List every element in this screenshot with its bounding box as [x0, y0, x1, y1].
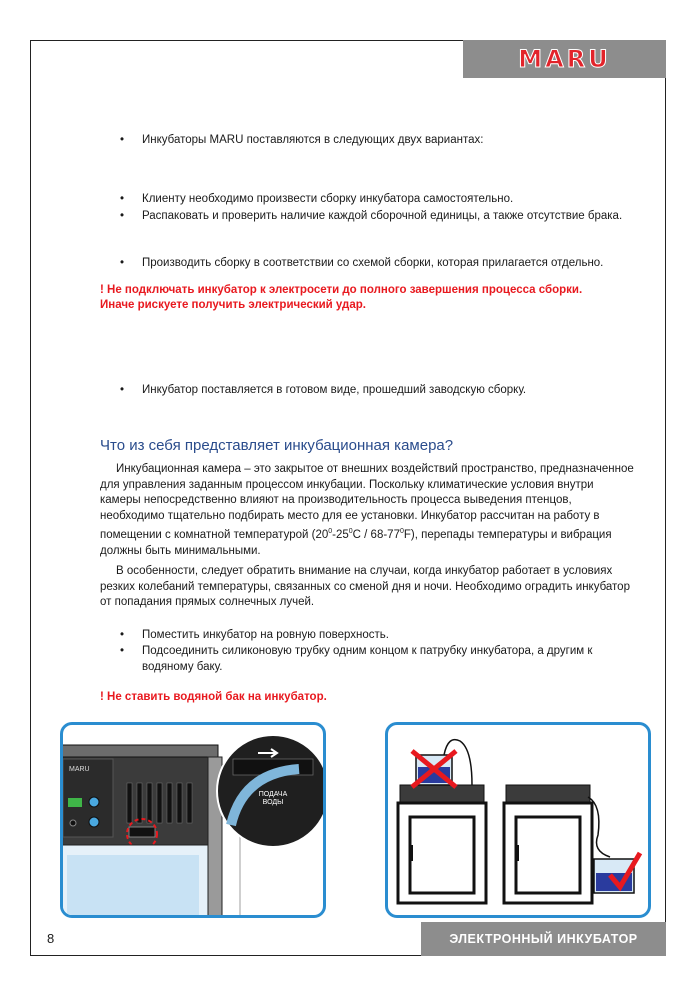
bullet-dot: •	[120, 257, 125, 269]
control-knob-icon	[89, 817, 99, 827]
display-indicator	[68, 798, 82, 807]
para1-part-d: F), перепады температуры и вибрация должны быть минимальными.	[100, 529, 612, 557]
para1-part-b: -25	[332, 529, 349, 542]
header-logo-bar	[463, 40, 666, 78]
page-number: 8	[47, 931, 55, 946]
tank-placement-illustration	[388, 725, 648, 915]
degree-sup: 0	[328, 528, 333, 536]
bullet-dot: •	[120, 210, 125, 222]
water-inlet	[129, 827, 155, 837]
water-tank-placement-figure	[385, 722, 651, 918]
water-tank-warning: ! Не ставить водяной бак на инкубатор.	[100, 691, 327, 703]
bullet-text: Инкубатор поставляется в готовом виде, прошедший заводскую сборку.	[142, 384, 527, 396]
footer-title-bar	[421, 922, 666, 956]
vent-slots	[127, 783, 192, 823]
para1-part-c: C / 68-77	[352, 529, 400, 542]
section-heading: Что из себя представляет инкубационная камера?	[100, 437, 454, 454]
assembly-warning-line2: Иначе рискуете получить электрический удар.	[100, 299, 366, 311]
bullet-text: Поместить инкубатор на ровную поверхность.	[142, 629, 389, 641]
footer-title: ЭЛЕКТРОННЫЙ ИНКУБАТОР	[449, 932, 638, 946]
paragraph-2: В особенности, следует обратить внимание на случаи, когда инкубатор работает в условиях резких колебаний температуры, связанных со сменой дня и ночи. Необходимо оградить инкубатор от попадания прямых солнечных лучей.	[100, 565, 630, 609]
figure-brand-label: MARU	[69, 766, 90, 773]
intro-bullet-text: Инкубаторы MARU поставляются в следующих двух вариантах:	[142, 134, 484, 146]
bullet-text: Распаковать и проверить наличие каждой сборочной единицы, а также отсутствие брака.	[142, 210, 623, 222]
bullet-text: Производить сборку в соответствии со схемой сборки, которая прилагается отдельно.	[142, 257, 604, 269]
degree-sup: 0	[399, 528, 404, 536]
control-knob-icon	[89, 797, 99, 807]
bullet-dot: •	[120, 193, 125, 205]
bullet-text: Подсоединить силиконовую трубку одним концом к патрубку инкубатора, а другим к водяному баку.	[142, 645, 593, 673]
bullet-text: Клиенту необходимо произвести сборку инкубатора самостоятельно.	[142, 193, 514, 205]
water-inlet-figure	[60, 722, 326, 918]
bullet-dot: •	[120, 629, 125, 641]
bullet-dot: •	[120, 645, 125, 657]
para1-part-a: Инкубационная камера – это закрытое от внешних воздействий пространство, предназначенное для управления заданным процессом инкубации. Поскольку климатические условия внутри камеры непосредственно влияют на производительность процесса выведения птенцов, необходимо тщательно подбирать место для ее установки. Инкубатор рассчитан на работу в помещении с комнатной температурой (20	[100, 463, 634, 542]
bullet-dot: •	[120, 134, 125, 146]
assembly-warning-line1: ! Не подключать инкубатор к электросети до полного завершения процесса сборки.	[100, 284, 583, 296]
degree-sup: 0	[348, 528, 353, 536]
paragraph-1	[100, 462, 636, 559]
bullet-dot: •	[120, 384, 125, 396]
water-supply-label: ПОДАЧА ВОДЫ	[258, 791, 288, 806]
incubator-closeup-illustration	[63, 725, 323, 915]
maru-logo: MARU	[518, 45, 611, 73]
